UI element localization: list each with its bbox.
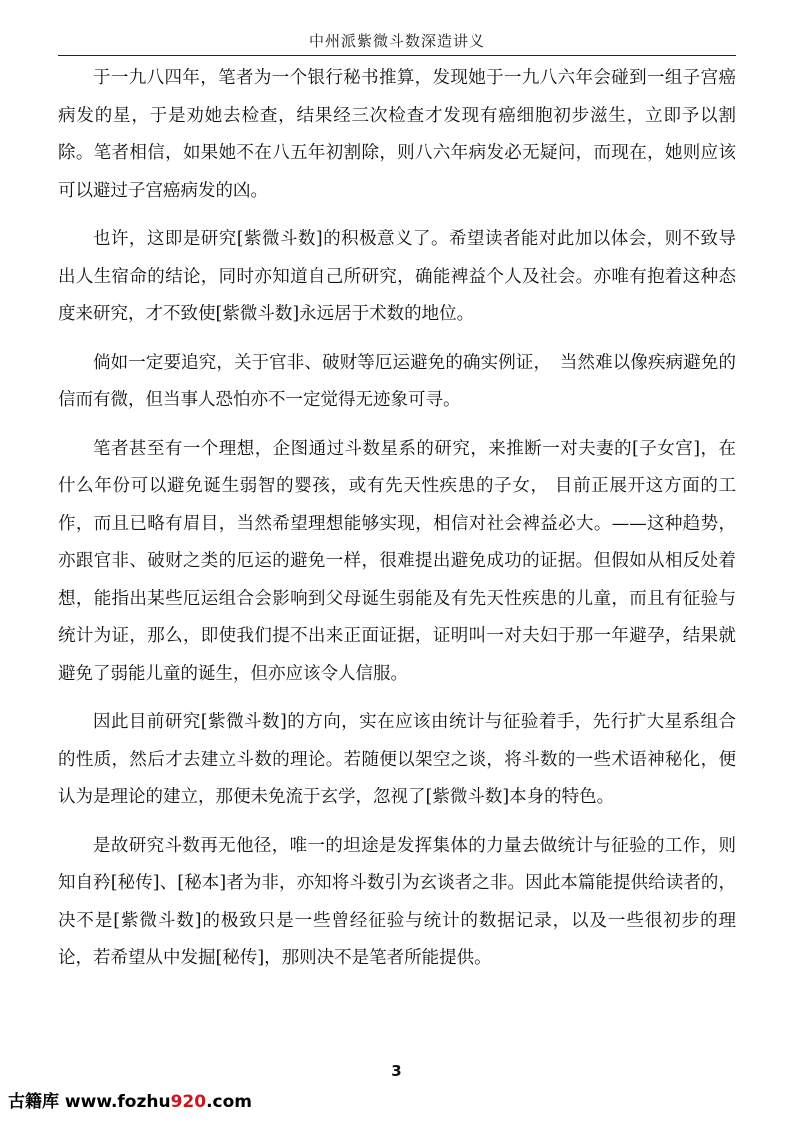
paragraph: 是故研究斗数再无他径，唯一的坦途是发挥集体的力量去做统计与征验的工作，则知自矜[秘传]、[秘本]者为非，亦知将斗数引为玄谈者之非。因此本篇能提供给读者的，决不是[紫微斗数]的极致只是一些曾经征验与统计的数据记录，以及一些很初步的理论，若希望从中发掘[秘传]，那则决不是笔者所能提供。 xyxy=(58,835,736,968)
paragraph: 因此目前研究[紫微斗数]的方向，实在应该由统计与征验着手，先行扩大星系组合的性质，然后才去建立斗数的理论。若随便以架空之谈，将斗数的一些术语神秘化，便认为是理论的建立，那便未免流于玄学，忽视了[紫微斗数]本身的特色。 xyxy=(58,712,736,807)
site-watermark xyxy=(8,1087,252,1112)
paragraph: 于一九八四年，笔者为一个银行秘书推算，发现她于一九八六年会碰到一组子宫癌病发的星，于是劝她去检查，结果经三次检查才发现有癌细胞初步滋生，立即予以割除。笔者相信，如果她不在八五年初割除，则八六年病发必无疑问，而现在，她则应该可以避过子宫癌病发的凶。 xyxy=(58,68,736,201)
page-number: 3 xyxy=(391,1062,402,1080)
paragraph: 倘如一定要追究，关于官非、破财等厄运避免的确实例证， 当然难以像疾病避免的信而有微，但当事人恐怕亦不一定觉得无迹象可寻。 xyxy=(58,352,736,410)
paragraph: 笔者甚至有一个理想，企图通过斗数星系的研究，来推断一对夫妻的[子女宫]，在什么年份可以避免诞生弱智的婴孩，或有先天性疾患的子女， 目前正展开这方面的工作，而且已略有眉目，当然希望理想能够实现，相信对社会裨益必大。——这种趋势，亦跟官非、破财之类的厄运的避免一样，很难提出避免成功的证据。但假如从相反处着想，能指出某些厄运组合会影响到父母诞生弱能及有先天性疾患的儿童，而且有征验与统计为证，那么，即使我们提不出来正面证据，证明叫一对夫妇于那一年避孕，结果就避免了弱能儿童的诞生，但亦应该令人信服。 xyxy=(58,438,736,684)
running-header: 中州派紫微斗数深造讲义 xyxy=(58,30,736,56)
watermark-prefix: 古籍库 www.fozhu xyxy=(8,1092,171,1112)
document-body xyxy=(58,60,736,989)
watermark-digits: 920 xyxy=(170,1092,207,1112)
watermark-suffix: .com xyxy=(206,1092,253,1112)
paragraph: 也许，这即是研究[紫微斗数]的积极意义了。希望读者能对此加以体会，则不致导出人生宿命的结论，同时亦知道自己所研究，确能裨益个人及社会。亦唯有抱着这种态度来研究，才不致使[紫微斗数]永远居于术数的地位。 xyxy=(58,229,736,324)
